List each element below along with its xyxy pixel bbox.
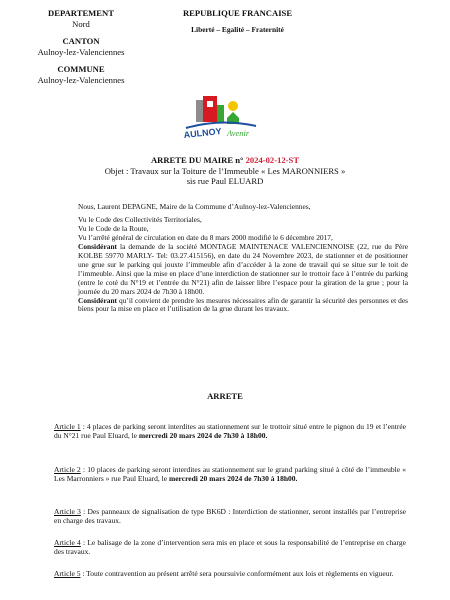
decree-number: 2024-02-12-ST: [245, 155, 300, 165]
decree-title-prefix: ARRETE DU MAIRE n°: [150, 155, 246, 165]
preamble-vu-route: Vu le Code de la Route,: [78, 223, 149, 233]
aulnoy-logo: [176, 96, 266, 142]
logo-text-main: AULNOY: [183, 126, 223, 140]
article-1: [54, 422, 406, 440]
article-1-label: Article 1: [54, 422, 81, 431]
logo-building-gray: [196, 100, 203, 122]
article-3-text: : Des panneaux de signalisation de type BK6D : Interdiction de stationner, seront installés par l’entreprise en charge des travaux.: [54, 507, 406, 525]
decree-preamble: [78, 203, 408, 314]
decree-title: [40, 155, 410, 166]
preamble-intro: Nous, Laurent DEPAGNE, Maire de la Commune d’Aulnoy-lez-Valenciennes,: [78, 202, 311, 211]
header-republic-block: [165, 8, 310, 35]
logo-window: [207, 101, 213, 107]
logo-sun: [228, 101, 238, 111]
preamble-vu-arrete: Vu l’arrêté général de circulation en date du 8 mars 2000 modifié le 6 décembre 2017,: [78, 232, 333, 242]
logo-building-red: [203, 96, 217, 122]
article-3-label: Article 3: [54, 507, 81, 516]
article-1-text: : 4 places de parking seront interdites au stationnement sur le trottoir situé entre le pignon du 19 et l’entrée du N°21 rue Paul Eluard, le: [54, 422, 406, 440]
preamble-considerant-2: [78, 297, 408, 315]
considerant-2-text: qu’il convient de prendre les mesures nécessaires afin de garantir la sécurité des personnes et des biens pour la mise en place et l’utilisation de la grue durant les travaux.: [78, 295, 408, 314]
republic-title: REPUBLIQUE FRANCAISE: [182, 8, 293, 18]
article-5-label: Article 5: [54, 569, 81, 578]
canton-title: CANTON: [62, 36, 100, 46]
commune-title: COMMUNE: [57, 64, 105, 74]
header-admin-block: [16, 8, 146, 85]
article-4-label: Article 4: [54, 538, 81, 547]
article-4-text: : Le balisage de la zone d’intervention sera mis en place et sous la responsabilité de l’entreprise en charge des travaux.: [54, 538, 406, 556]
considerant-1-label: Considérant: [78, 241, 118, 251]
canton-value: Aulnoy-lez-Valenciennes: [37, 46, 125, 57]
article-2-text: : 10 places de parking seront interdites au stationnement sur le grand parking situé à côté de l’immeuble « Les Marronniers » rue Paul Eluard, le: [54, 465, 406, 483]
commune-value: Aulnoy-lez-Valenciennes: [37, 74, 125, 85]
department-value: Nord: [72, 18, 90, 29]
article-5-text: : Toute contravention au présent arrêté sera poursuivie conformément aux lois et règlements en vigueur.: [80, 569, 394, 578]
article-2-label: Article 2: [54, 465, 81, 474]
logo-text-script: Avenir: [227, 128, 250, 138]
decree-object: Objet : Travaux sur la Toiture de l’Immeuble « Les MARONNIERS »: [104, 165, 346, 176]
decree-title-block: [40, 155, 410, 187]
considerant-2-label: Considérant: [78, 295, 118, 305]
arrete-heading: ARRETE: [207, 391, 243, 401]
department-title: DEPARTEMENT: [48, 8, 114, 18]
logo-building-green: [217, 105, 224, 122]
decree-location: sis rue Paul ELUARD: [186, 176, 264, 186]
article-4: [54, 538, 406, 556]
article-1-date: mercredi 20 mars 2024 de 7h30 à 18h00.: [138, 431, 268, 440]
considerant-1-text: la demande de la société MONTAGE MAINTENACE VALENCIENNOISE (22, rue du Père KOLBE 59770 MARLY- Tel: 03.27.415156), en date du 24 Novembre 2023, de stationner et de positionner une grue sur le parking qui jouxte l’immeuble afin d’accéder à la zone de travail qui se situe sur le toit de l’immeuble. Ainsi que la mise en place d’une interdiction de stationner sur le trottoir face à l’entrée du parking (entre le coté du N°19 et l’entrée du N°21) afin de laisser libre l’espace pour la giration de la grue ; pour la journée du 20 mars 2024 de 7h30 à 18h00.: [78, 241, 408, 296]
article-3: [54, 507, 406, 525]
preamble-vu-collectivites: Vu le Code des Collectivités Territoriales,: [78, 214, 202, 224]
article-2-date: mercredi 20 mars 2024 de 7h30 à 18h00.: [168, 474, 298, 483]
article-2: [54, 465, 406, 483]
republic-motto: Liberté – Egalité – Fraternité: [191, 24, 284, 34]
article-5: [54, 569, 406, 578]
preamble-considerant-1: [78, 243, 408, 297]
